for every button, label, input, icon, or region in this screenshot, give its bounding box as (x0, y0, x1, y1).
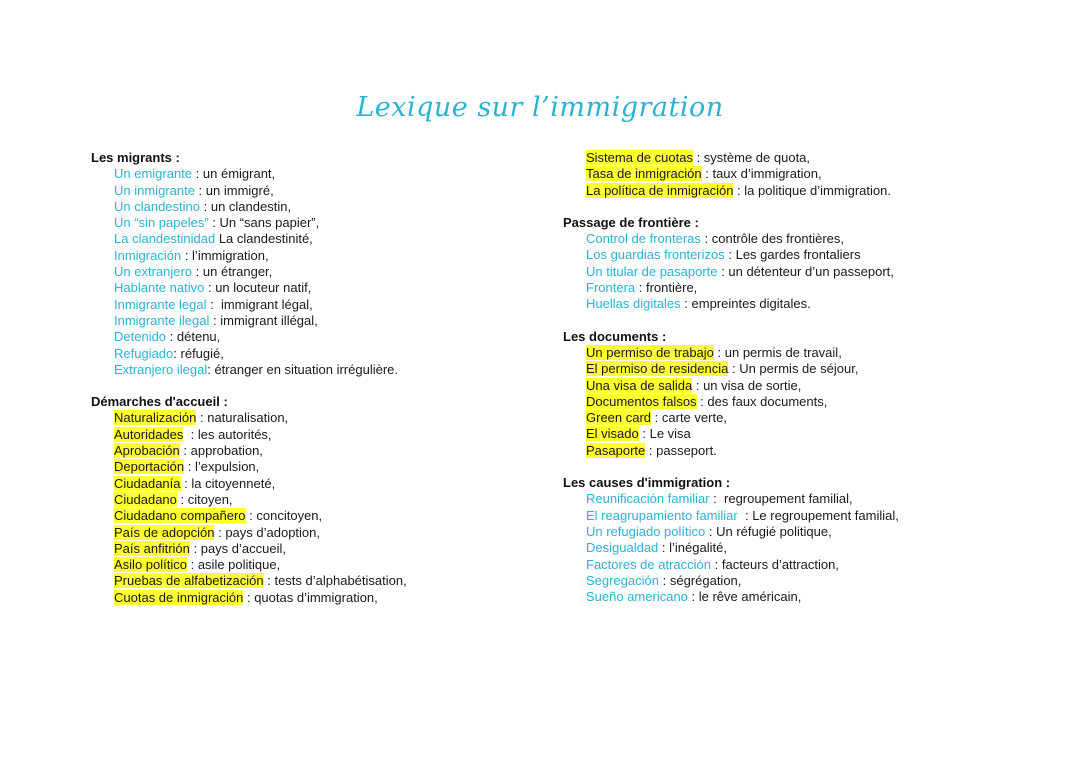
french-translation: approbation, (190, 443, 263, 459)
french-translation: naturalisation, (207, 410, 289, 426)
french-translation: Les gardes frontaliers (735, 247, 861, 263)
separator: : (209, 312, 221, 328)
section-passage-de-frontiere (563, 215, 1063, 313)
spanish-term: Ciudadanía (114, 475, 181, 491)
separator: : (173, 345, 181, 361)
french-translation: l’expulsion, (194, 459, 260, 475)
french-translation: un locuteur natif, (215, 280, 312, 296)
french-translation: un émigrant, (202, 166, 276, 182)
vocab-entry (563, 443, 1063, 459)
french-translation: facteurs d’attraction, (721, 556, 839, 572)
spanish-term: Una visa de salida (586, 377, 693, 393)
spanish-term: Reunificación familiar (586, 491, 710, 507)
separator: : (705, 523, 717, 539)
french-translation: réfugié, (180, 345, 224, 361)
separator: : (645, 442, 657, 458)
spanish-term: Sistema de cuotas (586, 150, 693, 165)
separator: : (680, 296, 692, 312)
vocab-entry (563, 410, 1063, 426)
separator: : (206, 296, 221, 312)
separator: : (184, 459, 195, 475)
spanish-term: Factores de atracción (586, 556, 712, 572)
spanish-term: Huellas digitales (586, 296, 681, 312)
vocab-entry (563, 166, 1063, 182)
french-translation: un étranger, (202, 264, 273, 280)
spanish-term: Extranjero ilegal (114, 361, 208, 377)
spanish-term: Pruebas de alfabetización (114, 573, 264, 589)
spanish-term: Frontera (586, 280, 636, 296)
spanish-term: Cuotas de inmigración (114, 589, 244, 605)
spanish-term: Naturalización (114, 410, 197, 426)
spanish-term: Control de fronteras (586, 231, 701, 247)
spanish-term: Detenido (114, 329, 167, 345)
vocab-entry (91, 183, 551, 199)
separator: : (638, 426, 650, 442)
vocab-entry (91, 541, 551, 557)
section-heading: Les migrants : (91, 150, 180, 165)
separator: : (200, 198, 211, 214)
spanish-term: Asilo político (114, 557, 187, 573)
vocab-entry (563, 508, 1063, 524)
spanish-term: Refugiado (114, 345, 174, 361)
vocab-entry (563, 345, 1063, 361)
vocab-entry (91, 590, 551, 606)
french-translation: Un “sans papier”, (219, 215, 320, 231)
separator: : (701, 166, 713, 182)
french-translation: des faux documents, (707, 393, 828, 409)
french-translation: la politique d’immigration. (744, 182, 891, 198)
separator: : (208, 215, 220, 231)
french-translation: citoyen, (187, 491, 233, 507)
french-translation: pays d’adoption, (225, 524, 320, 540)
spanish-term: El permiso de residencia (586, 361, 729, 377)
vocab-entry (563, 378, 1063, 394)
french-translation: le rêve américain, (698, 589, 802, 605)
vocab-entry (91, 362, 551, 378)
separator: : (183, 426, 198, 442)
separator: : (166, 329, 177, 345)
spanish-term: El reagrupamiento familiar (586, 507, 738, 523)
vocab-entry (563, 361, 1063, 377)
separator: : (245, 508, 257, 524)
spanish-term: Los guardias fronterizos (586, 247, 725, 263)
spanish-term: Autoridades (114, 426, 184, 442)
french-translation: un détenteur d’un passeport, (728, 263, 894, 279)
french-translation: Le visa (649, 426, 691, 442)
french-translation: l’immigration, (192, 247, 269, 263)
vocab-entry (91, 557, 551, 573)
separator: : (181, 247, 193, 263)
spanish-term: Desigualdad (586, 540, 659, 556)
spanish-term: Un permiso de trabajo (586, 344, 714, 360)
separator: : (651, 410, 662, 426)
french-translation: étranger en situation irrégulière. (214, 361, 399, 377)
section-les-migrants (91, 150, 551, 378)
french-translation: tests d’alphabétisation, (274, 573, 407, 589)
vocab-entry (91, 215, 551, 231)
separator: : (700, 231, 712, 247)
spanish-term: Un clandestino (114, 198, 200, 214)
french-translation: Un permis de séjour, (739, 361, 859, 377)
spanish-term: Documentos falsos (586, 393, 697, 409)
separator: : (692, 377, 704, 393)
french-translation: un immigré, (205, 182, 274, 198)
spanish-term: Un emigrante (114, 166, 193, 182)
french-translation: La clandestinité, (218, 231, 313, 247)
separator: : (659, 572, 670, 588)
separator: : (728, 361, 740, 377)
vocab-entry (91, 459, 551, 475)
vocab-entry (563, 264, 1063, 280)
section-heading: Passage de frontière : (563, 214, 699, 230)
french-translation: frontière, (645, 280, 698, 296)
separator: : (713, 344, 725, 360)
section-demarches-d-accueil (91, 394, 551, 606)
french-translation: taux d’immigration, (712, 166, 822, 182)
french-translation: Le regroupement familial, (752, 507, 899, 523)
vocab-entry (91, 573, 551, 589)
spanish-term: Hablante nativo (114, 280, 205, 296)
spanish-term: Un extranjero (114, 264, 193, 280)
french-translation: passeport. (656, 442, 717, 458)
french-translation: un visa de sortie, (703, 377, 802, 393)
french-translation: immigrant légal, (220, 296, 313, 312)
vocab-entry (91, 166, 551, 182)
section-heading: Les documents : (563, 328, 667, 344)
spanish-term: Inmigración (114, 247, 182, 263)
spanish-term: La clandestinidad (114, 231, 216, 247)
vocab-entry (563, 491, 1063, 507)
french-translation: l’inégalité, (669, 540, 727, 556)
spanish-term: Inmigrante legal (114, 296, 207, 312)
vocab-entry (91, 231, 551, 247)
vocab-entry (91, 476, 551, 492)
page-title: Lexique sur l’immigration (356, 92, 724, 123)
vocab-entry (563, 150, 1063, 166)
separator: : (635, 280, 646, 296)
french-translation: contrôle des frontières, (711, 231, 844, 247)
spanish-term: Un refugiado político (586, 523, 706, 539)
spanish-term: El visado (586, 426, 639, 442)
spanish-term: La política de inmigración (586, 182, 734, 198)
separator: : (692, 150, 704, 165)
spanish-term: Green card (586, 410, 652, 426)
spanish-term: Sueño americano (586, 589, 688, 605)
separator: : (243, 589, 255, 605)
french-translation: pays d’accueil, (200, 540, 286, 556)
french-translation: un permis de travail, (724, 344, 842, 360)
section-right-continued (563, 150, 1063, 199)
spanish-term: Tasa de inmigración (586, 166, 702, 182)
separator: : (263, 573, 275, 589)
french-translation: un clandestin, (210, 198, 292, 214)
separator: : (204, 280, 216, 296)
spanish-term: Deportación (114, 459, 185, 475)
separator: : (724, 247, 736, 263)
vocab-entry (91, 280, 551, 296)
vocab-entry (91, 248, 551, 264)
vocab-entry (563, 296, 1063, 312)
vocab-entry (91, 508, 551, 524)
vocab-entry (91, 297, 551, 313)
separator: : (189, 540, 201, 556)
vocab-entry (563, 524, 1063, 540)
separator: : (687, 589, 699, 605)
spanish-term: Inmigrante ilegal (114, 312, 210, 328)
french-translation: la citoyenneté, (191, 475, 276, 491)
vocab-entry (91, 346, 551, 362)
vocab-entry (91, 492, 551, 508)
spanish-term: Segregación (586, 572, 659, 588)
spanish-term: Aprobación (114, 443, 180, 459)
separator: : (192, 264, 203, 280)
separator: : (733, 182, 745, 198)
section-les-causes-d-immigration (563, 475, 1063, 605)
spanish-term: Un titular de pasaporte (586, 263, 718, 279)
separator: : (696, 393, 708, 409)
vocab-entry (563, 589, 1063, 605)
vocab-entry (563, 231, 1063, 247)
french-translation: ségrégation, (669, 572, 742, 588)
separator: : (194, 182, 206, 198)
spanish-term: País de adopción (114, 524, 215, 540)
vocab-entry (563, 557, 1063, 573)
left-column (91, 150, 551, 622)
vocab-entry (563, 247, 1063, 263)
separator: : (711, 556, 722, 572)
vocab-entry (91, 410, 551, 426)
spanish-term: Un inmigrante (114, 182, 195, 198)
separator: : (176, 491, 188, 507)
separator: : (207, 361, 215, 377)
french-translation: empreintes digitales. (691, 296, 811, 312)
french-translation: asile politique, (197, 557, 281, 573)
french-translation: regroupement familial, (724, 491, 853, 507)
vocab-entry (563, 394, 1063, 410)
section-les-documents (563, 329, 1063, 459)
french-translation: carte verte, (661, 410, 727, 426)
vocab-entry (91, 199, 551, 215)
separator: : (186, 557, 198, 573)
separator: : (192, 166, 203, 182)
separator: : (709, 491, 725, 507)
spanish-term: Ciudadano compañero (114, 508, 246, 524)
vocab-entry (563, 573, 1063, 589)
spanish-term: Ciudadano (114, 491, 177, 507)
spanish-term: Un “sin papeles” (114, 215, 209, 231)
right-column (563, 150, 1063, 621)
vocab-entry (91, 427, 551, 443)
french-translation: immigrant illégal, (220, 312, 318, 328)
separator: : (179, 443, 191, 459)
vocab-entry (563, 540, 1063, 556)
french-translation: concitoyen, (256, 508, 323, 524)
spanish-term: Pasaporte (586, 442, 646, 458)
vocab-entry (91, 313, 551, 329)
spanish-term: País anfitrión (114, 540, 190, 556)
vocab-entry (563, 280, 1063, 296)
french-translation: système de quota, (703, 150, 811, 165)
separator: : (214, 524, 226, 540)
french-translation: détenu, (176, 329, 221, 345)
separator: : (180, 475, 192, 491)
separator: : (658, 540, 670, 556)
separator: : (196, 410, 208, 426)
vocab-entry (91, 443, 551, 459)
vocab-entry (91, 329, 551, 345)
section-heading: Démarches d'accueil : (91, 394, 228, 410)
vocab-entry (91, 264, 551, 280)
separator: : (737, 507, 753, 523)
vocab-entry (563, 426, 1063, 442)
vocab-entry (91, 525, 551, 541)
french-translation: Un réfugié politique, (716, 523, 832, 539)
section-heading: Les causes d'immigration : (563, 475, 731, 491)
separator: : (717, 263, 729, 279)
french-translation: quotas d’immigration, (254, 589, 378, 605)
vocab-entry (563, 183, 1063, 199)
french-translation: les autorités, (197, 426, 272, 442)
